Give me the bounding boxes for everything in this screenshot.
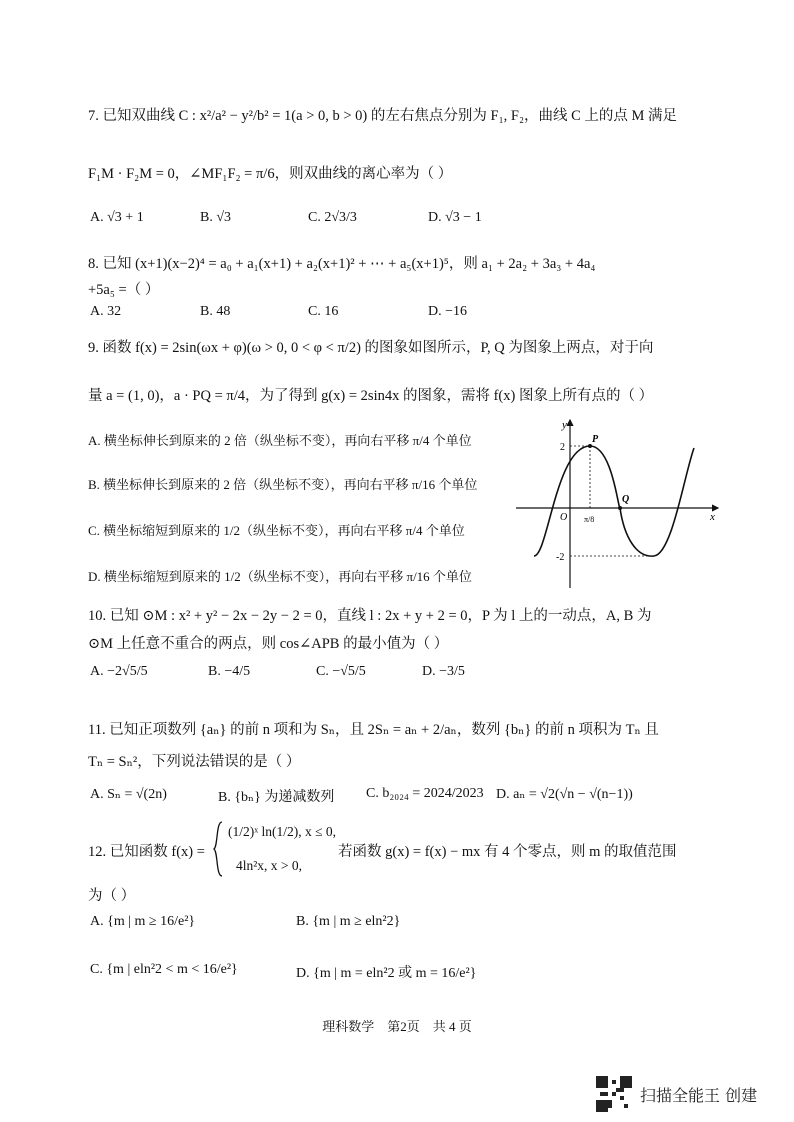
q11-stem-line1: 11. 已知正项数列 {aₙ} 的前 n 项和为 Sₙ，且 2Sₙ = aₙ + 2/aₙ，数列 {bₙ} 的前 n 项积为 Tₙ 且: [88, 722, 659, 738]
q11-stem-line2: Tₙ = Sₙ²，下列说法错误的是（ ）: [88, 754, 301, 770]
q10-stem-line1: 10. 已知 ⊙M : x² + y² − 2x − 2y − 2 = 0，直线 l : 2x + y + 2 = 0，P 为 l 上的一动点，A, B 为: [88, 608, 652, 624]
q7-stem-line1: 7. 已知双曲线 C : x²/a² − y²/b² = 1(a > 0, b > 0) 的左右焦点分别为 F₁, F₂，曲线 C 上的点 M 满足: [88, 108, 678, 124]
q7-stem-line2: F₁M · F₂M = 0，∠MF₁F₂ = π/6，则双曲线的离心率为（ ）: [88, 166, 453, 182]
q10-option-b: B. −4/5: [208, 664, 251, 679]
q12-stem-line1a: 12. 已知函数 f(x) =: [88, 844, 205, 860]
y-max-label: 2: [560, 442, 565, 453]
q12-option-d: D. {m | m = eln²2 或 m = 16/e²}: [296, 966, 477, 981]
q8-option-a: A. 32: [90, 304, 122, 319]
q12-option-b: B. {m | m ≥ eln²2}: [296, 914, 401, 929]
piecewise-brace: [212, 820, 224, 878]
y-axis-label: y: [562, 419, 567, 431]
q11-option-b: B. {bₙ} 为递减数列: [218, 790, 335, 805]
q9-option-d: D. 横坐标缩短到原来的 1/2（纵坐标不变），再向右平移 π/16 个单位: [88, 569, 472, 584]
sine-curve: [534, 446, 694, 556]
q7-option-d: D. √3 − 1: [428, 210, 482, 225]
q9-option-a: A. 横坐标伸长到原来的 2 倍（纵坐标不变），再向右平移 π/4 个单位: [88, 433, 472, 448]
q10-stem-line2: ⊙M 上任意不重合的两点，则 cos∠APB 的最小值为（ ）: [88, 636, 449, 652]
qr-code-icon: [596, 1076, 632, 1112]
q8-stem-line1: 8. 已知 (x+1)(x−2)⁴ = a₀ + a₁(x+1) + a₂(x+1)² + ⋯ + a₅(x+1)⁵，则 a₁ + 2a₂ + 3a₃ + 4a₄: [88, 256, 596, 272]
q10-option-c: C. −√5/5: [316, 664, 366, 679]
q12-option-c: C. {m | eln²2 < m < 16/e²}: [90, 962, 238, 977]
q7-option-a: A. √3 + 1: [90, 210, 144, 225]
q11-option-c: C. b₂₀₂₄ = 2024/2023: [366, 786, 484, 801]
watermark-text: 扫描全能王 创建: [640, 1085, 758, 1105]
q10-option-a: A. −2√5/5: [90, 664, 148, 679]
point-q: [618, 506, 622, 510]
q12-stem-line1b: 若函数 g(x) = f(x) − mx 有 4 个零点，则 m 的取值范围: [338, 844, 677, 860]
q12-case2: 4ln²x, x > 0,: [236, 858, 303, 873]
q11-option-d: D. aₙ = √2(√n − √(n−1)): [496, 787, 633, 802]
p-label: P: [592, 434, 599, 445]
q8-option-b: B. 48: [200, 304, 231, 319]
q12-option-a: A. {m | m ≥ 16/e²}: [90, 914, 196, 929]
q8-stem-line2: +5a₅ =（ ）: [88, 282, 160, 298]
origin-label: O: [560, 512, 568, 523]
q12-case1: (1/2)ˣ ln(1/2), x ≤ 0,: [228, 824, 337, 839]
sine-graph: [512, 416, 724, 594]
q9-option-b: B. 横坐标伸长到原来的 2 倍（纵坐标不变），再向右平移 π/16 个单位: [88, 477, 478, 492]
q7-option-b: B. √3: [200, 210, 232, 225]
x-axis-label: x: [710, 511, 715, 523]
q10-option-d: D. −3/5: [422, 664, 465, 679]
page-footer: 理科数学 第2页 共 4 页: [322, 1019, 472, 1034]
q12-stem-line2: 为（ ）: [88, 888, 136, 904]
q9-stem-line2: 量 a = (1, 0)，a · PQ = π/4，为了得到 g(x) = 2sin4x 的图象，需将 f(x) 图象上所有点的（ ）: [88, 388, 654, 404]
q8-option-c: C. 16: [308, 304, 339, 319]
y-min-label: -2: [556, 552, 565, 563]
q7-option-c: C. 2√3/3: [308, 210, 357, 225]
q11-option-a: A. Sₙ = √(2n): [90, 787, 167, 802]
q9-option-c: C. 横坐标缩短到原来的 1/2（纵坐标不变），再向右平移 π/4 个单位: [88, 523, 465, 538]
q-label: Q: [622, 494, 630, 505]
x-tick-label: π/8: [584, 515, 595, 524]
scanner-watermark: [596, 1076, 757, 1112]
q8-option-d: D. −16: [428, 304, 468, 319]
q9-stem-line1: 9. 函数 f(x) = 2sin(ωx + φ)(ω > 0, 0 < φ < π/2) 的图象如图所示，P, Q 为图象上两点，对于向: [88, 340, 654, 356]
